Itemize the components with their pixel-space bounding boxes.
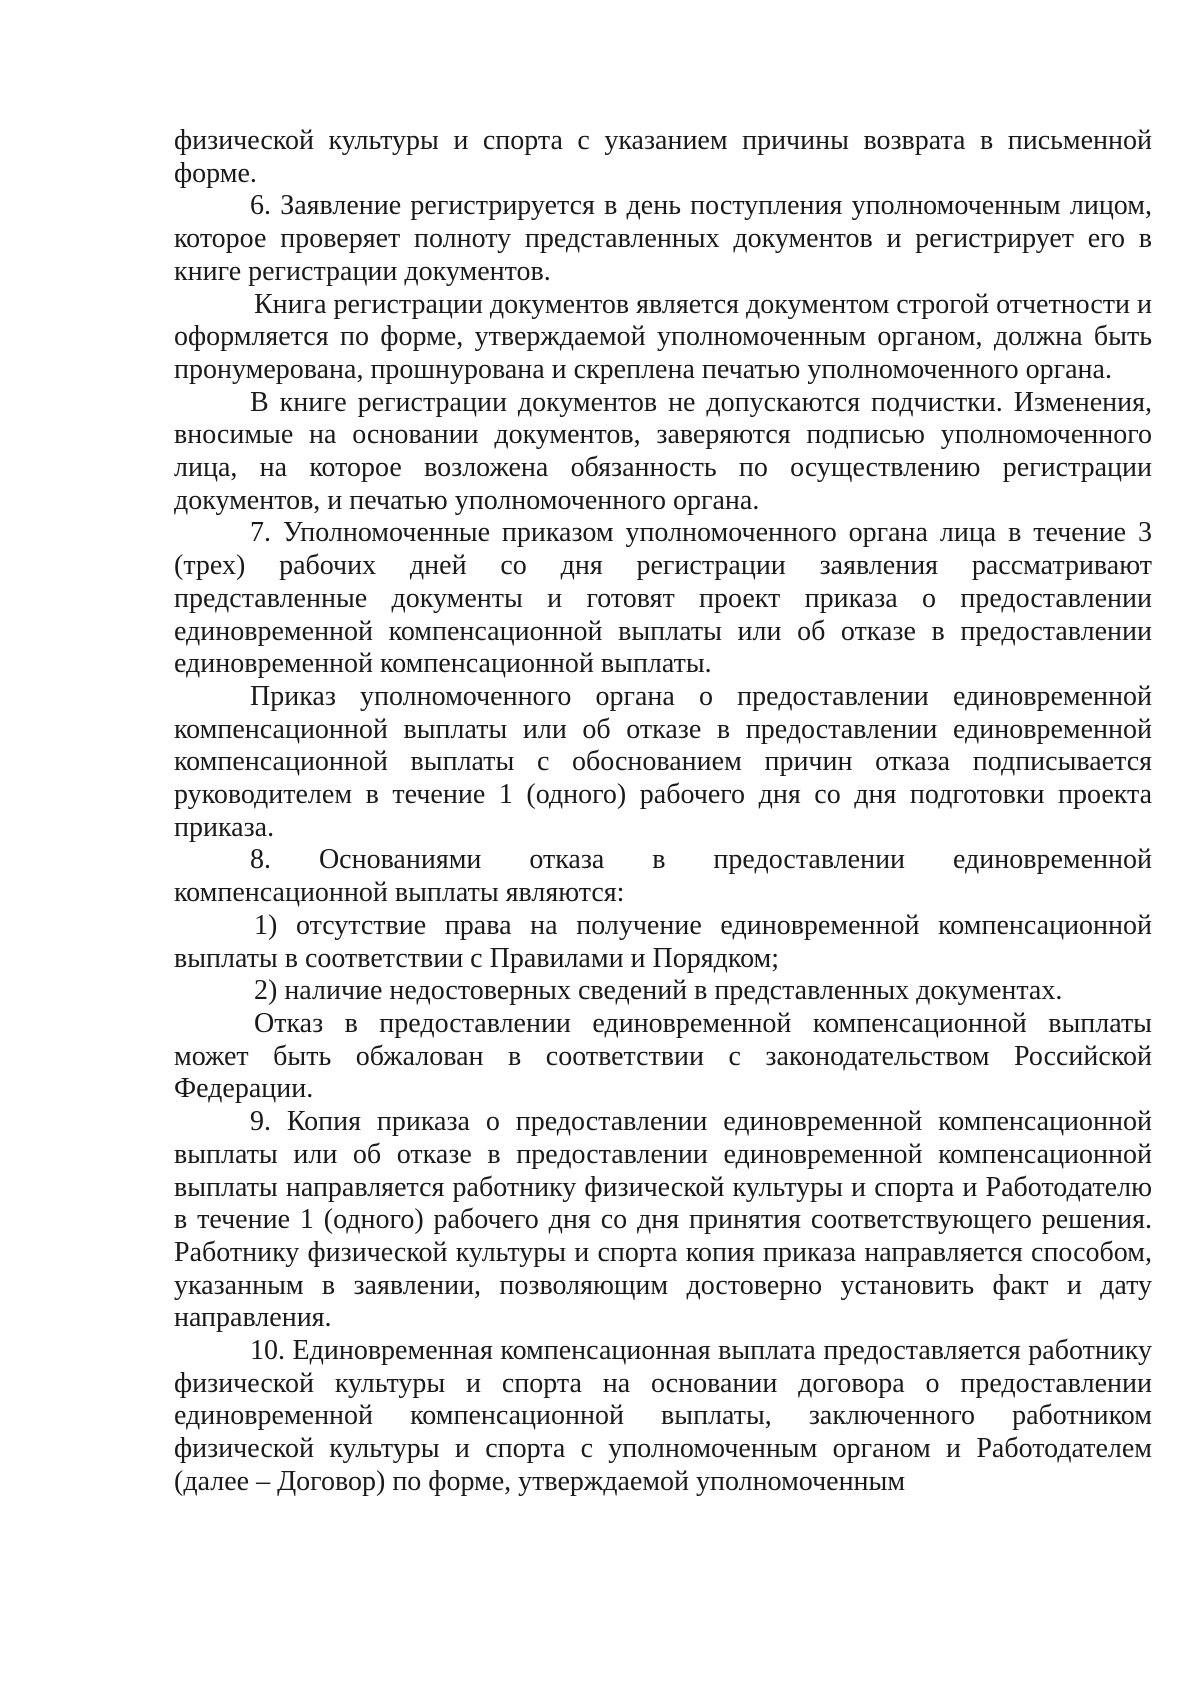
paragraph-item-9: 9. Копия приказа о предоставлении единовременной компенсационной выплаты или об отказе в предоставлении единовременной компенсационной выплаты направляется работнику физической культуры и спорта и Работодателю в течение 1 (одного) рабочего дня со дня принятия соответствующего решения. Работнику физической культуры и спорта копия приказа направляется способом, указанным в заявлении, позволяющим достоверно установить факт и дату направления. bbox=[174, 1106, 1152, 1334]
paragraph-registration-corrections: В книге регистрации документов не допускаются подчистки. Изменения, вносимые на основании документов, заверяются подписью уполномоченного лица, на которое возложена обязанность по осуществлению регистрации документов, и печатью уполномоченного органа. bbox=[174, 386, 1152, 516]
paragraph-refusal-reason-1: 1) отсутствие права на получение единовременной компенсационной выплаты в соответствии с Правилами и Порядком; bbox=[174, 909, 1152, 974]
paragraph-item-7: 7. Уполномоченные приказом уполномоченного органа лица в течение 3 (трех) рабочих дней со дня регистрации заявления рассматривают представленные документы и готовят проект приказа о предоставлении единовременной компенсационной выплаты или об отказе в предоставлении единовременной компенсационной выплаты. bbox=[174, 517, 1152, 680]
paragraph-continuation: физической культуры и спорта с указанием причины возврата в письменной форме. bbox=[174, 125, 1152, 189]
paragraph-item-6: 6. Заявление регистрируется в день поступления уполномоченным лицом, которое проверяет полноту представленных документов и регистрирует его в книге регистрации документов. bbox=[174, 190, 1152, 287]
paragraph-registration-book: Книга регистрации документов является документом строгой отчетности и оформляется по форме, утверждаемой уполномоченным органом, должна быть пронумерована, прошнурована и скреплена печатью уполномоченного органа. bbox=[174, 288, 1153, 385]
paragraph-item-8: 8. Основаниями отказа в предоставлении единовременной компенсационной выплаты являются: bbox=[174, 844, 1152, 909]
paragraph-refusal-appeal: Отказ в предоставлении единовременной компенсационной выплаты может быть обжалован в соответствии с законодательством Российской Федерации. bbox=[174, 1007, 1152, 1105]
paragraph-order-signing: Приказ уполномоченного органа о предоставлении единовременной компенсационной выплаты или об отказе в предоставлении единовременной компенсационной выплаты с обоснованием причин отказа подписывается руководителем в течение 1 (одного) рабочего дня со дня подготовки проекта приказа. bbox=[174, 680, 1152, 843]
document-body bbox=[174, 125, 1152, 1499]
paragraph-refusal-reason-2: 2) наличие недостоверных сведений в представленных документах. bbox=[254, 975, 1063, 1007]
paragraph-item-10: 10. Единовременная компенсационная выплата предоставляется работнику физической культуры и спорта на основании договора о предоставлении единовременной компенсационной выплаты, заключенного работником физической культуры и спорта с уполномоченным органом и Работодателем (далее – Договор) по форме, утверждаемой уполномоченным bbox=[174, 1335, 1152, 1497]
